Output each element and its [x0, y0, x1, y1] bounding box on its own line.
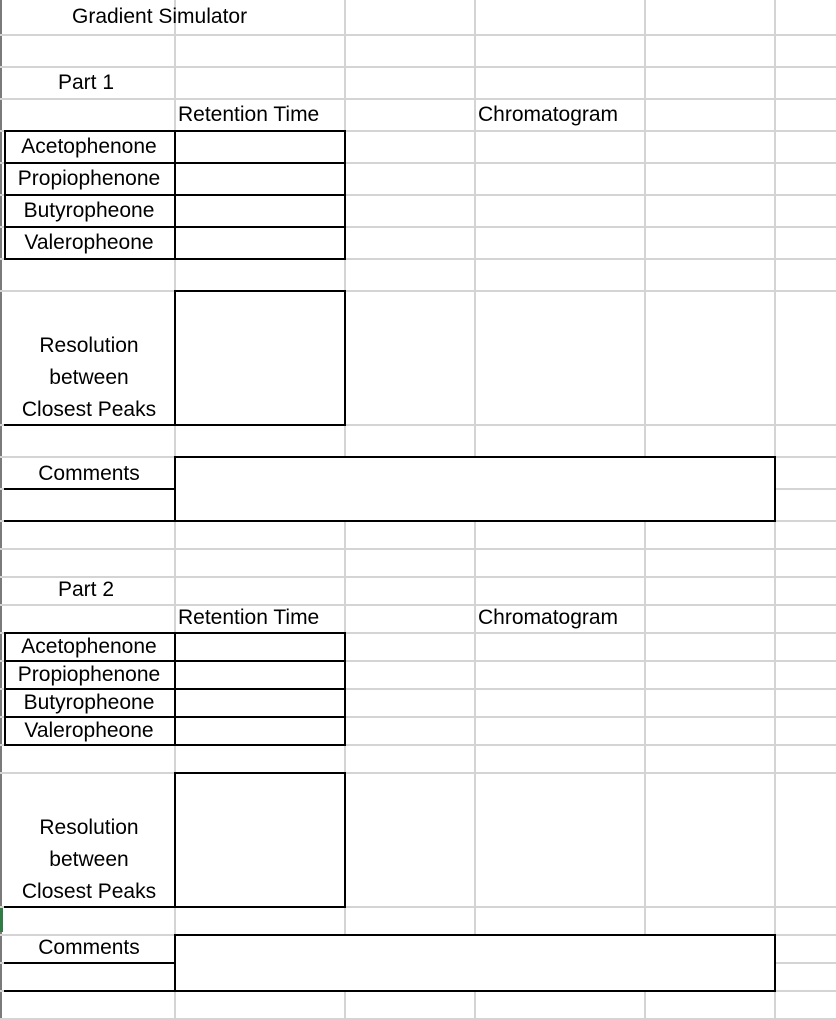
comments-divider	[4, 990, 176, 992]
gridline-horizontal	[0, 66, 836, 68]
retention-time-cell[interactable]	[176, 196, 344, 226]
part-1-retention-header: Retention Time	[178, 103, 320, 126]
resolution-label: between	[49, 366, 129, 389]
gridline-horizontal	[0, 772, 836, 774]
row-header-edge	[0, 0, 2, 1020]
comments-divider	[4, 520, 176, 522]
compound-label: Acetophenone	[21, 135, 157, 158]
gridline-horizontal	[0, 548, 836, 550]
part-1-chromatogram-header: Chromatogram	[478, 103, 619, 126]
part-2-retention-header: Retention Time	[178, 606, 320, 629]
resolution-underline	[4, 906, 176, 908]
compound-label: Propiophenone	[17, 663, 161, 686]
gridline-horizontal	[0, 576, 836, 578]
comments-divider	[4, 488, 176, 490]
retention-time-cell[interactable]	[176, 662, 344, 688]
retention-time-cell[interactable]	[176, 164, 344, 194]
retention-time-cell[interactable]	[176, 228, 344, 258]
compound-label: Acetophenone	[21, 635, 157, 658]
gridline-horizontal	[0, 290, 836, 292]
compound-label: Propiophenone	[17, 167, 161, 190]
resolution-label: Closest Peaks	[21, 880, 157, 903]
compound-label: Butyropheone	[23, 199, 155, 222]
retention-time-cell[interactable]	[176, 132, 344, 162]
comments-label: Comments	[38, 462, 140, 485]
retention-time-cell[interactable]	[176, 634, 344, 660]
comments-divider	[4, 962, 176, 964]
resolution-underline	[4, 424, 176, 426]
gridline-horizontal	[0, 604, 836, 606]
gridline-horizontal	[0, 98, 836, 100]
resolution-box[interactable]	[174, 290, 346, 426]
comments-box[interactable]	[174, 934, 776, 992]
part-2-label: Part 2	[58, 578, 115, 601]
compound-label: Valeropheone	[24, 719, 154, 742]
retention-time-cell[interactable]	[176, 718, 344, 744]
resolution-label: between	[49, 848, 129, 871]
part-2-chromatogram-header: Chromatogram	[478, 606, 619, 629]
comments-box[interactable]	[174, 456, 776, 522]
compound-label: Valeropheone	[24, 231, 154, 254]
sheet-title: Gradient Simulator	[72, 5, 248, 28]
gridline-horizontal	[0, 34, 836, 36]
retention-time-cell[interactable]	[176, 690, 344, 716]
active-cell-indicator	[0, 906, 3, 932]
comments-label: Comments	[38, 936, 140, 959]
resolution-label: Closest Peaks	[21, 398, 157, 421]
compound-label: Butyropheone	[23, 691, 155, 714]
resolution-label: Resolution	[39, 334, 139, 357]
resolution-label: Resolution	[39, 816, 139, 839]
resolution-box[interactable]	[174, 772, 346, 908]
part-1-label: Part 1	[58, 71, 115, 94]
